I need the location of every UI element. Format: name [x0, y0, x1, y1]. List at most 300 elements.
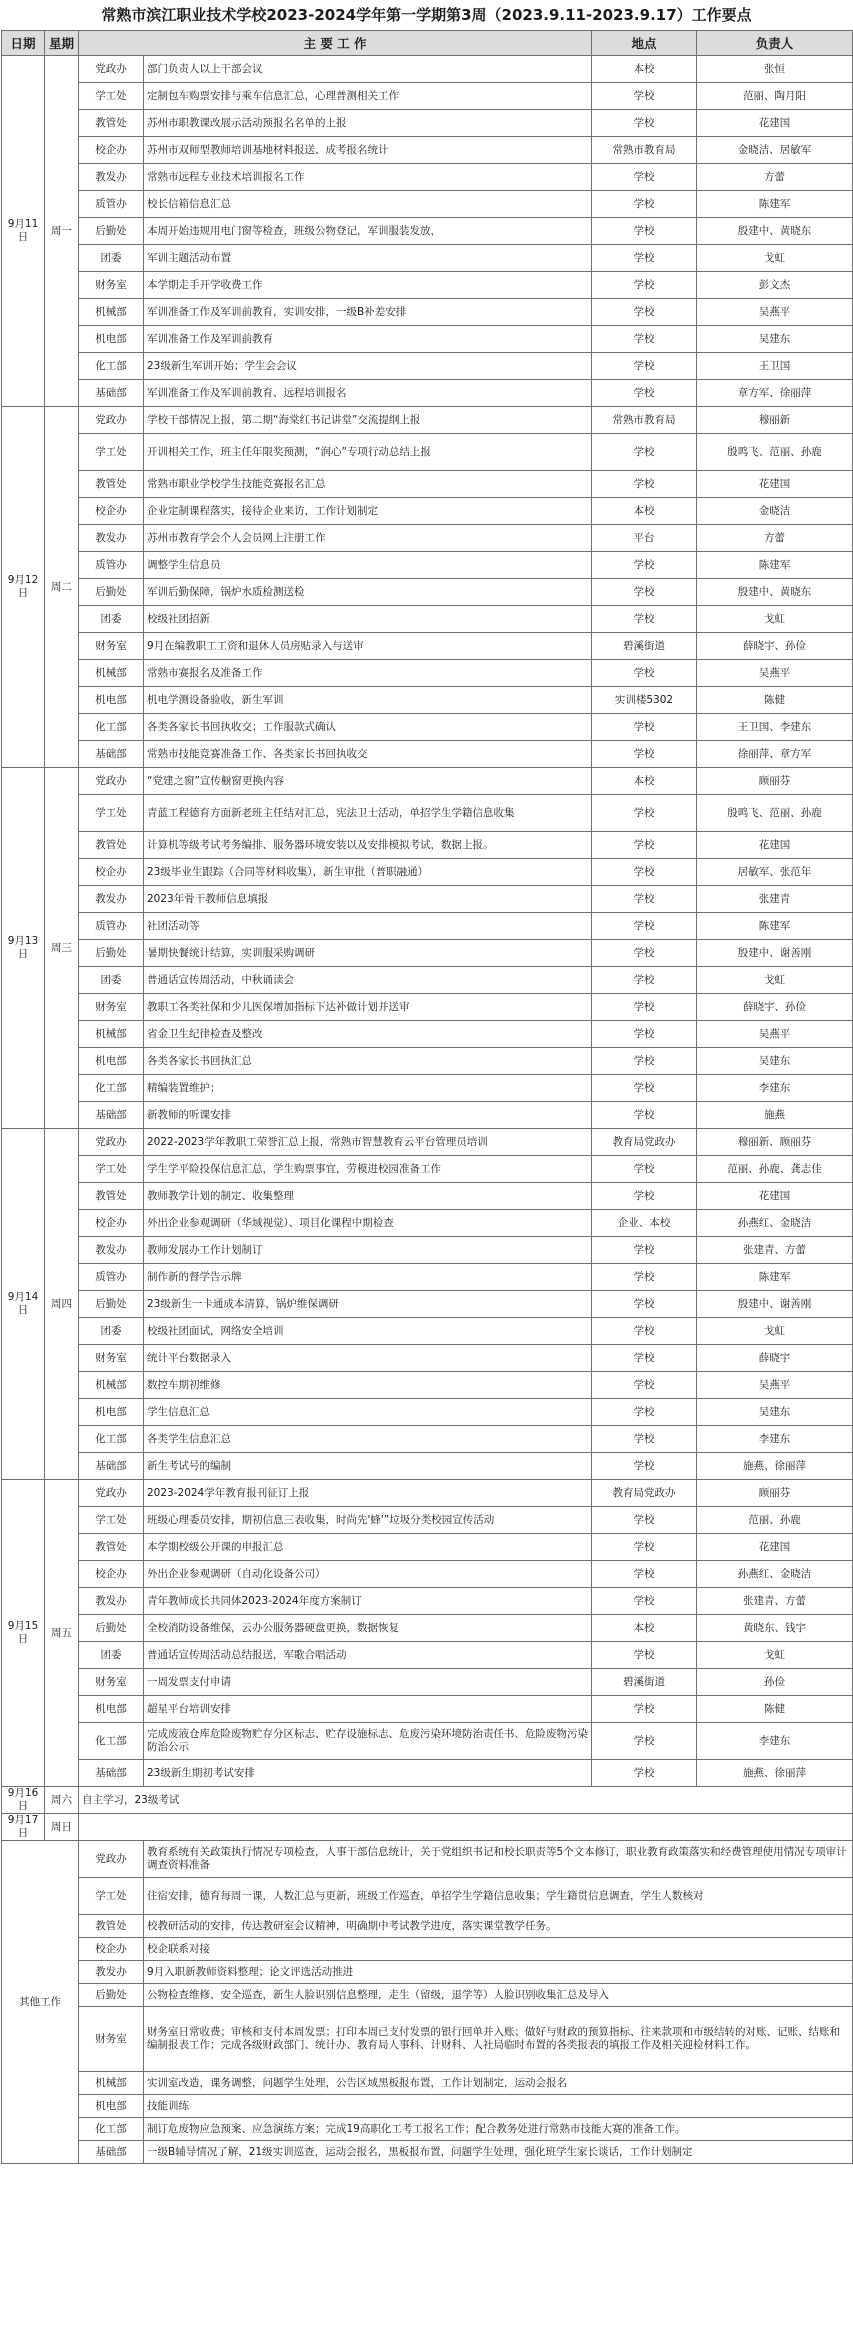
location-cell: 学校 — [592, 1561, 697, 1588]
task-cell: 2023-2024学年教育报刊征订上报 — [144, 1480, 592, 1507]
person-cell: 顾丽芬 — [697, 768, 853, 795]
table-row — [2, 859, 853, 886]
table-row — [2, 1426, 853, 1453]
dept-cell: 机电部 — [79, 326, 144, 353]
task-cell: 新生考试号的编制 — [144, 1453, 592, 1480]
table-row — [2, 1102, 853, 1129]
header-date: 日期 — [2, 31, 45, 56]
person-cell: 花建国 — [697, 1534, 853, 1561]
dept-cell: 团委 — [79, 1642, 144, 1669]
dept-cell: 基础部 — [79, 2141, 144, 2164]
dept-cell: 教发办 — [79, 1237, 144, 1264]
location-cell: 学校 — [592, 1507, 697, 1534]
person-cell: 殷建中、谢善刚 — [697, 940, 853, 967]
person-cell: 范丽、孙鹿 — [697, 1507, 853, 1534]
location-cell: 学校 — [592, 1723, 697, 1760]
task-cell: 校级社团招新 — [144, 606, 592, 633]
task-cell: 统计平台数据录入 — [144, 1345, 592, 1372]
dept-cell: 基础部 — [79, 1102, 144, 1129]
location-cell: 学校 — [592, 272, 697, 299]
table-row — [2, 272, 853, 299]
task-cell: 社团活动等 — [144, 913, 592, 940]
dept-cell: 化工部 — [79, 353, 144, 380]
task-cell: 暑期快餐统计结算，实训服采购调研 — [144, 940, 592, 967]
location-cell: 学校 — [592, 164, 697, 191]
person-cell: 薛晓宇、孙俭 — [697, 633, 853, 660]
other-work-row — [2, 2141, 853, 2164]
task-cell: 完成废液仓库危险废物贮存分区标志、贮存设施标志、危废污染环境防治责任书、危险废物污染防治公示 — [144, 1723, 592, 1760]
dept-cell: 教管处 — [79, 110, 144, 137]
table-row — [2, 1129, 853, 1156]
person-cell: 穆丽新 — [697, 407, 853, 434]
table-row — [2, 1264, 853, 1291]
dept-cell: 教管处 — [79, 1183, 144, 1210]
other-work-label: 其他工作 — [2, 1841, 79, 2164]
day-date: 9月11日 — [2, 56, 45, 407]
dept-cell: 学工处 — [79, 1156, 144, 1183]
person-cell: 张建青、方蕾 — [697, 1237, 853, 1264]
person-cell: 李建东 — [697, 1723, 853, 1760]
person-cell: 方蕾 — [697, 525, 853, 552]
dept-cell: 后勤处 — [79, 940, 144, 967]
dept-cell: 机械部 — [79, 1021, 144, 1048]
location-cell: 学校 — [592, 552, 697, 579]
dept-cell: 党政办 — [79, 407, 144, 434]
header-location: 地点 — [592, 31, 697, 56]
weekend-task — [79, 1814, 853, 1841]
task-cell: 企业定制课程落实，接待企业来访，工作计划制定 — [144, 498, 592, 525]
person-cell: 陈建军 — [697, 1264, 853, 1291]
location-cell: 学校 — [592, 1075, 697, 1102]
person-cell: 彭文杰 — [697, 272, 853, 299]
person-cell: 孙燕红、金晓洁 — [697, 1561, 853, 1588]
header-person: 负责人 — [697, 31, 853, 56]
other-task-cell: 教育系统有关政策执行情况专项检查，人事干部信息统计，关于党组织书记和校长职责等5个文本修订，职业教育政策落实和经费管理使用情况专项审计调查资料准备 — [144, 1841, 853, 1878]
person-cell: 花建国 — [697, 110, 853, 137]
location-cell: 企业、本校 — [592, 1210, 697, 1237]
task-cell: 部门负责人以上干部会议 — [144, 56, 592, 83]
day-weekday: 周五 — [45, 1480, 79, 1787]
dept-cell: 教发办 — [79, 525, 144, 552]
table-row — [2, 1237, 853, 1264]
location-cell: 学校 — [592, 1399, 697, 1426]
dept-cell: 机械部 — [79, 2072, 144, 2095]
person-cell: 吴建东 — [697, 1048, 853, 1075]
other-task-cell: 制订危废物应急预案、应急演练方案；完成19高职化工考工报名工作；配合教务处进行常熟市技能大赛的准备工作。 — [144, 2118, 853, 2141]
table-row — [2, 1156, 853, 1183]
location-cell: 平台 — [592, 525, 697, 552]
dept-cell: 党政办 — [79, 1480, 144, 1507]
other-task-cell: 公物检查维修、安全巡查，新生人脸识别信息整理，走生（留级，退学等）人脸识别收集汇总及导入 — [144, 1984, 853, 2007]
person-cell: 陈健 — [697, 1696, 853, 1723]
table-row — [2, 687, 853, 714]
person-cell: 吴建东 — [697, 326, 853, 353]
other-task-cell: 财务室日常收费；审核和支付本周发票；打印本周已支付发票的银行回单并入账；做好与财政的预算指标、往来款项和市级结转的对账、记账、结账和编制报表工作；完成各级财政部门、统计办、教育局人事科、计财科、人社局临时布置的各类报表的填报工作及相关迎检材料工作。 — [144, 2007, 853, 2072]
task-cell: 制作新的督学告示牌 — [144, 1264, 592, 1291]
table-row — [2, 768, 853, 795]
location-cell: 学校 — [592, 245, 697, 272]
table-row — [2, 1642, 853, 1669]
table-row — [2, 191, 853, 218]
header-weekday: 星期 — [45, 31, 79, 56]
dept-cell: 教管处 — [79, 1534, 144, 1561]
person-cell: 薛晓宇、孙俭 — [697, 994, 853, 1021]
location-cell: 本校 — [592, 498, 697, 525]
table-row — [2, 1318, 853, 1345]
table-row — [2, 1480, 853, 1507]
dept-cell: 教管处 — [79, 1915, 144, 1938]
dept-cell: 教发办 — [79, 886, 144, 913]
weekend-row — [2, 1814, 853, 1841]
dept-cell: 财务室 — [79, 1345, 144, 1372]
dept-cell: 教发办 — [79, 1588, 144, 1615]
table-row — [2, 56, 853, 83]
day-weekday: 周六 — [45, 1787, 79, 1814]
dept-cell: 后勤处 — [79, 1291, 144, 1318]
dept-cell: 财务室 — [79, 272, 144, 299]
dept-cell: 教发办 — [79, 1961, 144, 1984]
location-cell: 学校 — [592, 1237, 697, 1264]
task-cell: 外出企业参观调研（自动化设备公司） — [144, 1561, 592, 1588]
location-cell: 学校 — [592, 1048, 697, 1075]
person-cell: 花建国 — [697, 471, 853, 498]
person-cell: 张恒 — [697, 56, 853, 83]
task-cell: 各类各家长书回执收交；工作服款式确认 — [144, 714, 592, 741]
location-cell: 学校 — [592, 1760, 697, 1787]
day-date: 9月15日 — [2, 1480, 45, 1787]
location-cell: 学校 — [592, 994, 697, 1021]
person-cell: 徐丽萍、章方军 — [697, 741, 853, 768]
dept-cell: 质管办 — [79, 552, 144, 579]
table-row — [2, 1048, 853, 1075]
location-cell: 学校 — [592, 1588, 697, 1615]
dept-cell: 校企办 — [79, 1938, 144, 1961]
other-work-row — [2, 1938, 853, 1961]
table-row — [2, 1210, 853, 1237]
dept-cell: 基础部 — [79, 380, 144, 407]
location-cell: 学校 — [592, 299, 697, 326]
location-cell: 教育局党政办 — [592, 1129, 697, 1156]
dept-cell: 财务室 — [79, 1669, 144, 1696]
task-cell: 23级新生军训开始；学生会会议 — [144, 353, 592, 380]
location-cell: 学校 — [592, 967, 697, 994]
task-cell: 军训后勤保障，锅炉水质检测送检 — [144, 579, 592, 606]
other-task-cell: 实训室改造，课务调整，问题学生处理，公告区域黑板报布置，工作计划制定，运动会报名 — [144, 2072, 853, 2095]
table-row — [2, 110, 853, 137]
dept-cell: 财务室 — [79, 994, 144, 1021]
task-cell: 数控车期初维修 — [144, 1372, 592, 1399]
task-cell: 23级新生一卡通成本清算，锅炉维保调研 — [144, 1291, 592, 1318]
location-cell: 学校 — [592, 886, 697, 913]
task-cell: 省金卫生纪律检查及整改 — [144, 1021, 592, 1048]
dept-cell: 基础部 — [79, 741, 144, 768]
dept-cell: 学工处 — [79, 1507, 144, 1534]
task-cell: 青年教师成长共同体2023-2024年度方案制订 — [144, 1588, 592, 1615]
location-cell: 学校 — [592, 714, 697, 741]
location-cell: 学校 — [592, 1318, 697, 1345]
other-work-row — [2, 2072, 853, 2095]
dept-cell: 党政办 — [79, 56, 144, 83]
task-cell: 精编装置维护； — [144, 1075, 592, 1102]
table-row — [2, 137, 853, 164]
task-cell: 军训准备工作及军训前教育、远程培训报名 — [144, 380, 592, 407]
task-cell: 外出企业参观调研（华域视觉）、项目化课程中期检查 — [144, 1210, 592, 1237]
table-row — [2, 606, 853, 633]
task-cell: 23级新生期初考试安排 — [144, 1760, 592, 1787]
task-cell: 各类学生信息汇总 — [144, 1426, 592, 1453]
person-cell: 吴燕平 — [697, 660, 853, 687]
task-cell: 常熟市远程专业技术培训报名工作 — [144, 164, 592, 191]
person-cell: 范丽、孙鹿、龚志佳 — [697, 1156, 853, 1183]
dept-cell: 党政办 — [79, 1129, 144, 1156]
other-task-cell: 住宿安排，德育每周一课，人数汇总与更新，班级工作巡查，单招学生学籍信息收集；学生籍贯信息调查，学生人数核对 — [144, 1878, 853, 1915]
dept-cell: 党政办 — [79, 1841, 144, 1878]
location-cell: 学校 — [592, 1264, 697, 1291]
table-row — [2, 1345, 853, 1372]
task-cell: 本周开始违规用电门窗等检查，班级公物登记，军训服装发放， — [144, 218, 592, 245]
dept-cell: 校企办 — [79, 1210, 144, 1237]
dept-cell: 后勤处 — [79, 1615, 144, 1642]
task-cell: 学生学平险投保信息汇总，学生购票事宜，劳模进校园准备工作 — [144, 1156, 592, 1183]
table-row — [2, 1561, 853, 1588]
day-date: 9月13日 — [2, 768, 45, 1129]
dept-cell: 基础部 — [79, 1453, 144, 1480]
dept-cell: 机械部 — [79, 660, 144, 687]
person-cell: 戈虹 — [697, 1642, 853, 1669]
table-row — [2, 994, 853, 1021]
location-cell: 学校 — [592, 353, 697, 380]
other-work-row — [2, 1841, 853, 1878]
person-cell: 殷建中、黄晓东 — [697, 579, 853, 606]
location-cell: 学校 — [592, 1156, 697, 1183]
location-cell: 学校 — [592, 1102, 697, 1129]
task-cell: 苏州市教育学会个人会员网上注册工作 — [144, 525, 592, 552]
location-cell: 学校 — [592, 1696, 697, 1723]
table-row — [2, 380, 853, 407]
dept-cell: 校企办 — [79, 498, 144, 525]
dept-cell: 校企办 — [79, 859, 144, 886]
person-cell: 金晓洁 — [697, 498, 853, 525]
person-cell: 张建青 — [697, 886, 853, 913]
dept-cell: 化工部 — [79, 1723, 144, 1760]
dept-cell: 教发办 — [79, 164, 144, 191]
table-row — [2, 326, 853, 353]
dept-cell: 教管处 — [79, 471, 144, 498]
person-cell: 戈虹 — [697, 245, 853, 272]
task-cell: 一周发票支付申请 — [144, 1669, 592, 1696]
task-cell: 教师发展办工作计划制订 — [144, 1237, 592, 1264]
header-work: 主 要 工 作 — [79, 31, 592, 56]
task-cell: 超星平台培训安排 — [144, 1696, 592, 1723]
person-cell: 王卫国 — [697, 353, 853, 380]
person-cell: 陈建军 — [697, 191, 853, 218]
task-cell: 23级毕业生跟踪（合同等材料收集），新生审批（普职融通） — [144, 859, 592, 886]
person-cell: 殷鸣飞、范丽、孙鹿 — [697, 795, 853, 832]
location-cell: 本校 — [592, 768, 697, 795]
task-cell: 新教师的听课安排 — [144, 1102, 592, 1129]
person-cell: 吴建东 — [697, 1399, 853, 1426]
person-cell: 章方军、徐丽萍 — [697, 380, 853, 407]
person-cell: 居敏军、张范年 — [697, 859, 853, 886]
dept-cell: 机电部 — [79, 1696, 144, 1723]
dept-cell: 质管办 — [79, 913, 144, 940]
location-cell: 学校 — [592, 83, 697, 110]
location-cell: 实训楼5302 — [592, 687, 697, 714]
dept-cell: 后勤处 — [79, 579, 144, 606]
location-cell: 学校 — [592, 1642, 697, 1669]
task-cell: 军训主题活动布置 — [144, 245, 592, 272]
dept-cell: 机电部 — [79, 1399, 144, 1426]
dept-cell: 学工处 — [79, 795, 144, 832]
location-cell: 学校 — [592, 660, 697, 687]
table-row — [2, 1291, 853, 1318]
location-cell: 学校 — [592, 859, 697, 886]
location-cell: 常熟市教育局 — [592, 407, 697, 434]
other-work-row — [2, 1984, 853, 2007]
location-cell: 本校 — [592, 1615, 697, 1642]
dept-cell: 基础部 — [79, 1760, 144, 1787]
person-cell: 陈健 — [697, 687, 853, 714]
day-date: 9月17日 — [2, 1814, 45, 1841]
task-cell: 各类各家长书回执汇总 — [144, 1048, 592, 1075]
person-cell: 金晓洁、居敏军 — [697, 137, 853, 164]
table-row — [2, 741, 853, 768]
location-cell: 学校 — [592, 741, 697, 768]
person-cell: 施燕 — [697, 1102, 853, 1129]
task-cell: 常熟市职业学校学生技能竞赛报名汇总 — [144, 471, 592, 498]
location-cell: 学校 — [592, 471, 697, 498]
dept-cell: 质管办 — [79, 1264, 144, 1291]
dept-cell: 机电部 — [79, 687, 144, 714]
other-work-row — [2, 2118, 853, 2141]
task-cell: 2023年骨干教师信息填报 — [144, 886, 592, 913]
table-row — [2, 660, 853, 687]
table-row — [2, 218, 853, 245]
location-cell: 学校 — [592, 1372, 697, 1399]
other-work-row — [2, 1915, 853, 1938]
task-cell: 校级社团面试，网络安全培训 — [144, 1318, 592, 1345]
location-cell: 学校 — [592, 380, 697, 407]
location-cell: 碧溪街道 — [592, 1669, 697, 1696]
table-row — [2, 434, 853, 471]
table-row — [2, 299, 853, 326]
table-row — [2, 407, 853, 434]
location-cell: 学校 — [592, 940, 697, 967]
task-cell: 定制包车购票安排与乘车信息汇总，心理普测相关工作 — [144, 83, 592, 110]
person-cell: 顾丽芬 — [697, 1480, 853, 1507]
day-date: 9月16日 — [2, 1787, 45, 1814]
person-cell: 吴燕平 — [697, 1021, 853, 1048]
task-cell: 学校干部情况上报，第二期“海棠红书记讲堂”交流提纲上报 — [144, 407, 592, 434]
table-row — [2, 1723, 853, 1760]
dept-cell: 机电部 — [79, 1048, 144, 1075]
other-task-cell: 一级B辅导情况了解，21级实训巡查，运动会报名，黑板报布置，问题学生处理，强化班学生家长谈话，工作计划制定 — [144, 2141, 853, 2164]
task-cell: 本学期走手开学收费工作 — [144, 272, 592, 299]
task-cell: “党建之窗”宣传橱窗更换内容 — [144, 768, 592, 795]
task-cell: 开训相关工作，班主任年限奖预测，“润心”专项行动总结上报 — [144, 434, 592, 471]
person-cell: 施燕、徐丽萍 — [697, 1453, 853, 1480]
other-work-row — [2, 2095, 853, 2118]
dept-cell: 团委 — [79, 606, 144, 633]
other-work-row — [2, 1878, 853, 1915]
table-row — [2, 1588, 853, 1615]
dept-cell: 财务室 — [79, 2007, 144, 2072]
dept-cell: 团委 — [79, 967, 144, 994]
task-cell: 军训准备工作及军训前教育 — [144, 326, 592, 353]
dept-cell: 党政办 — [79, 768, 144, 795]
table-row — [2, 1372, 853, 1399]
task-cell: 2022-2023学年教职工荣誉汇总上报，常熟市智慧教育云平台管理员培训 — [144, 1129, 592, 1156]
person-cell: 施燕、徐丽萍 — [697, 1760, 853, 1787]
schedule-body — [2, 56, 853, 2164]
day-weekday: 周四 — [45, 1129, 79, 1480]
location-cell: 学校 — [592, 326, 697, 353]
person-cell: 张建青、方蕾 — [697, 1588, 853, 1615]
dept-cell: 团委 — [79, 245, 144, 272]
table-row — [2, 579, 853, 606]
person-cell: 殷鸣飞、范丽、孙鹿 — [697, 434, 853, 471]
table-row — [2, 83, 853, 110]
person-cell: 王卫国、李建东 — [697, 714, 853, 741]
task-cell: 军训准备工作及军训前教育，实训安排，一级B补差安排 — [144, 299, 592, 326]
work-schedule-table — [1, 30, 853, 2164]
location-cell: 本校 — [592, 56, 697, 83]
dept-cell: 机械部 — [79, 299, 144, 326]
location-cell: 学校 — [592, 579, 697, 606]
task-cell: 本学期校级公开课的申报汇总 — [144, 1534, 592, 1561]
table-row — [2, 913, 853, 940]
location-cell: 学校 — [592, 913, 697, 940]
table-row — [2, 1534, 853, 1561]
other-task-cell: 9月入职新教师资料整理；论文评选活动推进 — [144, 1961, 853, 1984]
table-row — [2, 1615, 853, 1642]
person-cell: 吴燕平 — [697, 1372, 853, 1399]
person-cell: 黄晓东、钱宇 — [697, 1615, 853, 1642]
location-cell: 学校 — [592, 1426, 697, 1453]
person-cell: 戈虹 — [697, 606, 853, 633]
task-cell: 全校消防设备维保，云办公服务器硬盘更换，数据恢复 — [144, 1615, 592, 1642]
table-row — [2, 1399, 853, 1426]
dept-cell: 化工部 — [79, 714, 144, 741]
dept-cell: 机械部 — [79, 1372, 144, 1399]
table-row — [2, 1021, 853, 1048]
dept-cell: 后勤处 — [79, 1984, 144, 2007]
dept-cell: 学工处 — [79, 1878, 144, 1915]
day-weekday: 周三 — [45, 768, 79, 1129]
table-row — [2, 886, 853, 913]
table-row — [2, 1760, 853, 1787]
dept-cell: 机电部 — [79, 2095, 144, 2118]
dept-cell: 校企办 — [79, 1561, 144, 1588]
location-cell: 学校 — [592, 110, 697, 137]
table-row — [2, 940, 853, 967]
person-cell: 孙俭 — [697, 1669, 853, 1696]
dept-cell: 团委 — [79, 1318, 144, 1345]
other-task-cell: 校企联系对接 — [144, 1938, 853, 1961]
dept-cell: 校企办 — [79, 137, 144, 164]
person-cell: 穆丽新、顾丽芬 — [697, 1129, 853, 1156]
person-cell: 陈建军 — [697, 552, 853, 579]
dept-cell: 质管办 — [79, 191, 144, 218]
location-cell: 学校 — [592, 191, 697, 218]
location-cell: 学校 — [592, 1345, 697, 1372]
table-row — [2, 1507, 853, 1534]
task-cell: 调整学生信息员 — [144, 552, 592, 579]
location-cell: 学校 — [592, 218, 697, 245]
person-cell: 陈建军 — [697, 913, 853, 940]
weekend-task: 自主学习，23级考试 — [79, 1787, 853, 1814]
task-cell: 校长信箱信息汇总 — [144, 191, 592, 218]
